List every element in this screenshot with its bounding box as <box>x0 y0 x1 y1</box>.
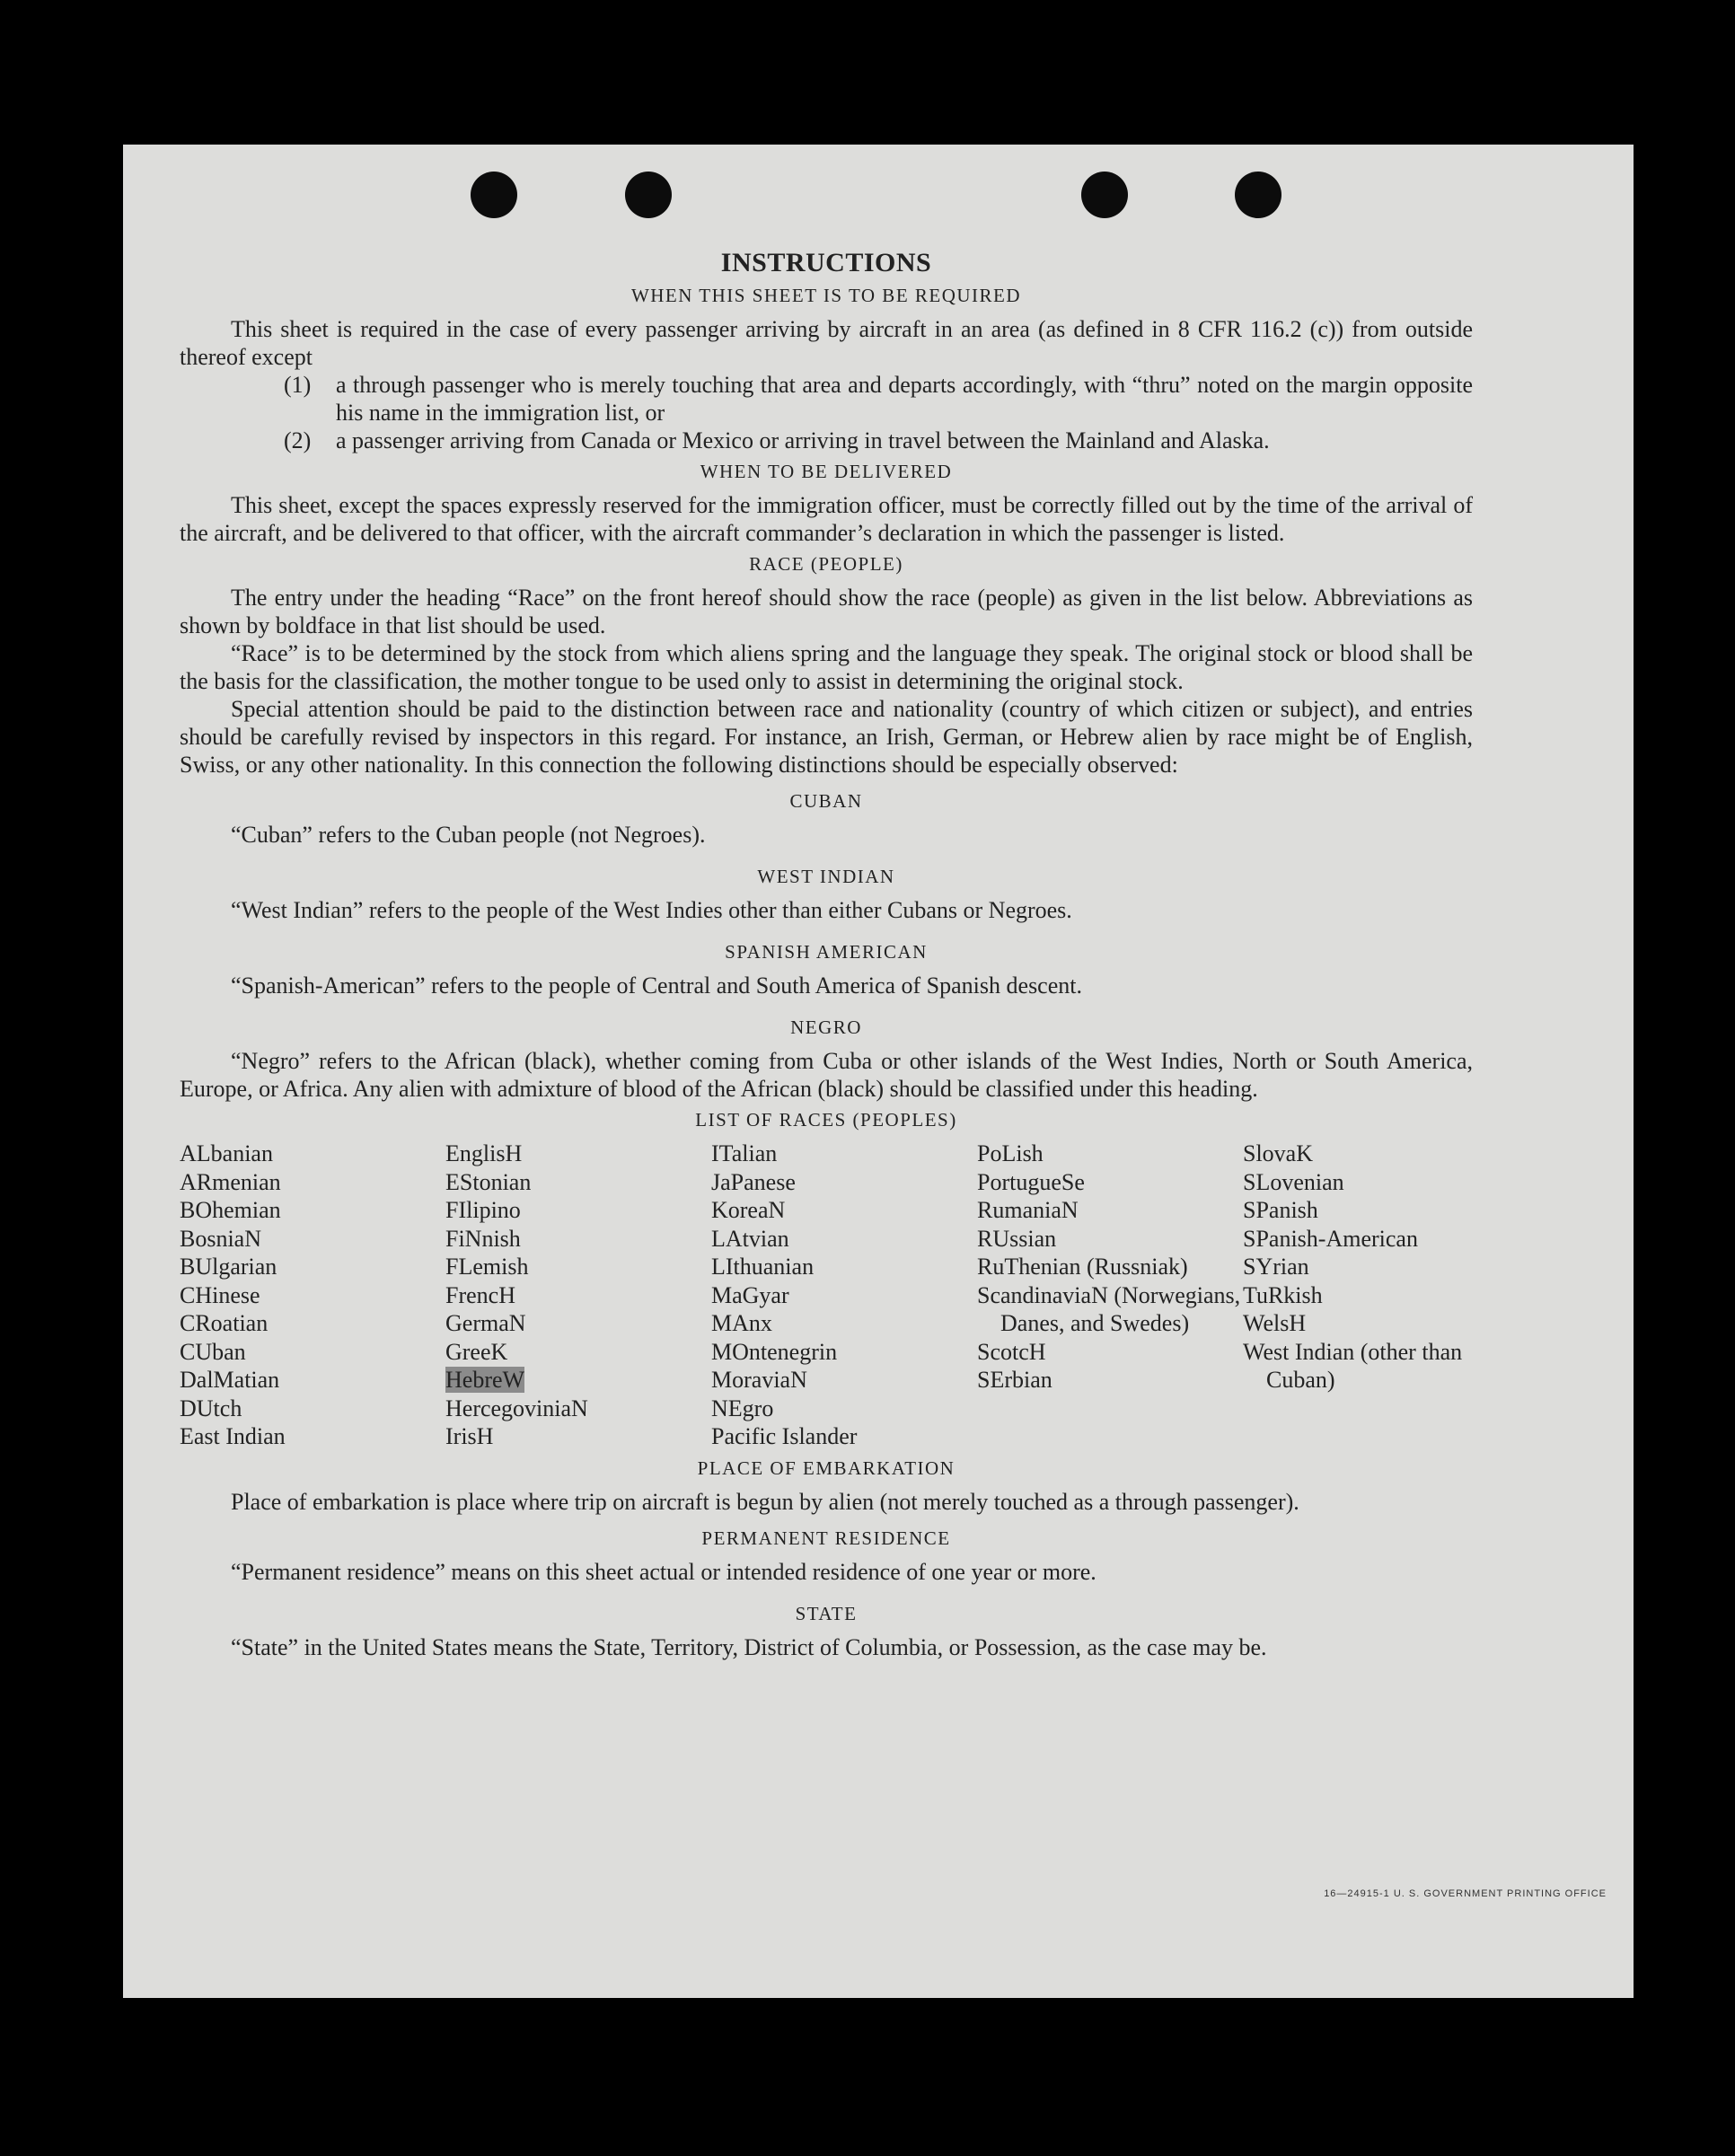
embarkation-text: Place of embarkation is place where trip on aircraft is begun by alien (not merely touched as a through passenger). <box>231 1488 1299 1515</box>
heading-permanent-residence: PERMANENT RESIDENCE <box>701 1527 951 1549</box>
race-column <box>711 1140 977 1451</box>
race-item: ARmenian <box>180 1168 281 1195</box>
race-item: IrisH <box>445 1423 494 1449</box>
negro-text: “Negro” refers to the African (black), whether coming from Cuba or other islands of the West Indies, North or South America, Europe, or Africa. Any alien with admixture of blood of the African (black) should be classified under this heading. <box>180 1048 1473 1102</box>
punch-hole <box>1081 172 1128 218</box>
race-item: RumaniaN <box>977 1197 1079 1223</box>
race-item: SPanish-American <box>1243 1225 1418 1252</box>
race-item: BOhemian <box>180 1197 281 1223</box>
spanish-american-text: “Spanish-American” refers to the people of Central and South America of Spanish descent. <box>231 972 1082 999</box>
race-item: CRoatian <box>180 1310 269 1336</box>
exception-item <box>180 427 1473 454</box>
race-list <box>180 1140 1473 1451</box>
state-text: “State” in the United States means the State, Territory, District of Columbia, or Possession, as the case may be. <box>231 1633 1267 1660</box>
race-item: GreeK <box>445 1338 508 1365</box>
heading-when-required: WHEN THIS SHEET IS TO BE REQUIRED <box>630 285 1022 306</box>
when-delivered-text: This sheet, except the spaces expressly reserved for the immigration officer, must be correctly filled out by the time of the arrival of the aircraft, and be delivered to that officer, with the aircraft commander’s declaration in which the passenger is listed. <box>180 492 1473 546</box>
race-item: SYrian <box>1243 1254 1309 1280</box>
race-item: LIthuanian <box>711 1254 815 1280</box>
exception-item <box>180 371 1473 427</box>
race-column <box>1243 1140 1509 1451</box>
exception-number: (1) <box>284 372 312 398</box>
race-item: NEgro <box>711 1395 774 1421</box>
west-indian-text: “West Indian” refers to the people of the West Indies other than either Cubans or Negroes. <box>231 897 1072 923</box>
race-item: HercegoviniaN <box>445 1395 588 1421</box>
exception-number: (2) <box>284 427 312 453</box>
document-body <box>180 249 1473 1661</box>
race-item: CHinese <box>180 1281 260 1308</box>
race-item: JaPanese <box>711 1168 796 1195</box>
heading-negro: NEGRO <box>790 1016 862 1038</box>
race-item: BUlgarian <box>180 1254 277 1280</box>
heading-race: RACE (PEOPLE) <box>749 553 903 575</box>
race-item: MaGyar <box>711 1281 789 1308</box>
race-item: MOntenegrin <box>711 1338 838 1365</box>
race-item: FiNnish <box>445 1225 521 1252</box>
heading-when-delivered: WHEN TO BE DELIVERED <box>700 461 953 482</box>
race-item: SlovaK <box>1243 1140 1313 1166</box>
race-item: SLovenian <box>1243 1168 1344 1195</box>
race-item: West Indian (other than Cuban) <box>1243 1338 1463 1393</box>
race-item: ITalian <box>711 1140 778 1166</box>
race-item: PortugueSe <box>977 1168 1085 1195</box>
page-title: INSTRUCTIONS <box>720 248 932 277</box>
instruction-sheet <box>123 145 1634 1998</box>
race-item: East Indian <box>180 1423 286 1449</box>
race-item: FIlipino <box>445 1197 521 1223</box>
race-item: DalMatian <box>180 1367 280 1393</box>
race-item: PoLish <box>977 1140 1044 1166</box>
race-item: RUssian <box>977 1225 1057 1252</box>
heading-list-of-races: LIST OF RACES (PEOPLES) <box>695 1109 957 1131</box>
race-item: EStonian <box>445 1168 532 1195</box>
race-item: FrencH <box>445 1281 515 1308</box>
race-item: TuRkish <box>1243 1281 1323 1308</box>
heading-spanish-american: SPANISH AMERICAN <box>725 941 928 963</box>
exception-text: a through passenger who is merely touching that area and departs accordingly, with “thru” noted on the margin opposite his name in the immigration list, or <box>336 372 1473 426</box>
highlighted-race: HebreW <box>445 1367 525 1393</box>
race-item: RuThenian (Russniak) <box>977 1254 1188 1280</box>
when-required-intro: This sheet is required in the case of every passenger arriving by aircraft in an area (as defined in 8 CFR 116.2 (c)) from outside thereof except <box>180 316 1473 370</box>
race-item: BosniaN <box>180 1225 261 1252</box>
punch-hole <box>1235 172 1281 218</box>
heading-state: STATE <box>795 1602 858 1624</box>
heading-cuban: CUBAN <box>789 790 863 812</box>
race-item: EnglisH <box>445 1140 523 1166</box>
race-item: KoreaN <box>711 1197 786 1223</box>
cuban-text: “Cuban” refers to the Cuban people (not Negroes). <box>231 822 706 848</box>
race-item: ALbanian <box>180 1140 273 1166</box>
race-column <box>180 1140 445 1451</box>
race-item <box>445 1366 711 1395</box>
exception-text: a passenger arriving from Canada or Mexico or arriving in travel between the Mainland and Alaska. <box>336 427 1270 453</box>
race-item: FLemish <box>445 1254 529 1280</box>
punch-hole <box>625 172 672 218</box>
race-item: DUtch <box>180 1395 242 1421</box>
printer-imprint: 16—24915-1 U. S. GOVERNMENT PRINTING OFFICE <box>1324 1888 1607 1899</box>
race-item: WelsH <box>1243 1310 1307 1336</box>
race-paragraph: The entry under the heading “Race” on the front hereof should show the race (people) as given in the list below. Abbreviations as shown by boldface in that list should be used. <box>180 585 1473 638</box>
race-paragraph: Special attention should be paid to the distinction between race and nationality (country of which citizen or subject), and entries should be carefully revised by inspectors in this regard. For instance, an Irish, German, or Hebrew alien by race might be of English, Swiss, or any other nationality. In this connection the following distinctions should be especially observed: <box>180 696 1473 778</box>
heading-west-indian: WEST INDIAN <box>757 866 895 887</box>
race-item: MAnx <box>711 1310 772 1336</box>
race-item: Pacific Islander <box>711 1423 858 1449</box>
race-item: CUban <box>180 1338 246 1365</box>
race-item: SErbian <box>977 1367 1052 1393</box>
residence-text: “Permanent residence” means on this sheet actual or intended residence of one year or more. <box>231 1558 1096 1585</box>
heading-embarkation: PLACE OF EMBARKATION <box>697 1456 956 1479</box>
race-item: LAtvian <box>711 1225 789 1252</box>
punch-hole <box>471 172 517 218</box>
race-item: ScotcH <box>977 1338 1046 1365</box>
race-item: ScandinaviaN (Norwegians, Danes, and Swedes) <box>977 1281 1241 1336</box>
race-item: SPanish <box>1243 1197 1318 1223</box>
race-column <box>445 1140 711 1451</box>
race-paragraph: “Race” is to be determined by the stock from which aliens spring and the language they speak. The original stock or blood shall be the basis for the classification, the mother tongue to be used only to assist in determining the original stock. <box>180 640 1473 694</box>
race-item: MoraviaN <box>711 1367 807 1393</box>
race-column <box>977 1140 1243 1451</box>
race-item: GermaN <box>445 1310 526 1336</box>
